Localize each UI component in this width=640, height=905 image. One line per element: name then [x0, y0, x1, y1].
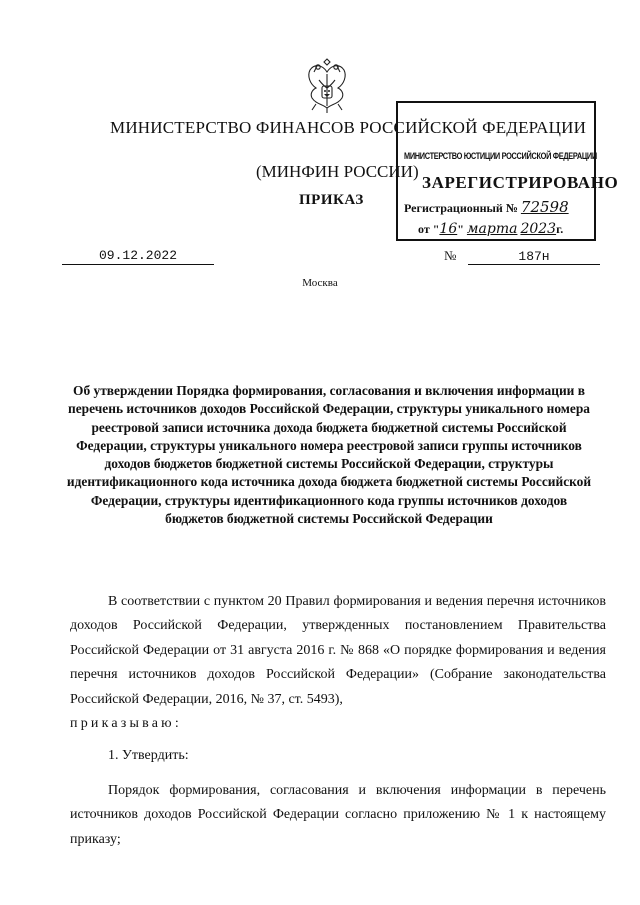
order-number-line [444, 248, 604, 265]
coat-of-arms-emblem [302, 58, 352, 114]
order-body [70, 590, 606, 852]
stamp-date-quote: " [457, 222, 464, 236]
city: Москва [302, 277, 338, 289]
ministry-name: МИНИСТЕРСТВО ФИНАНСОВ РОССИЙСКОЙ ФЕДЕРАЦИИ [110, 118, 587, 137]
stamp-date-year: 2023 [520, 221, 557, 237]
ministry-short-name: (МИНФИН РОССИИ) [256, 162, 419, 181]
item-1: 1. Утвердить: [108, 748, 189, 764]
preamble-paragraph: В соответствии с пунктом 20 Правил формирования и ведения перечня источников доходов Российской Федерации, утвержденных постановлением Правительства Российской Федерации от 31 августа 2016 г. № 868 «О порядке формирования и ведения перечня источников доходов Российской Федерации» (Собрание законодательства Российской Федерации, 2016, № 37, ст. 5493), [70, 594, 606, 707]
number-sign: № [444, 248, 457, 263]
stamp-date-day: 16 [439, 221, 458, 237]
order-number: 187н [468, 249, 600, 265]
stamp-date-line [418, 221, 563, 237]
item-1-paragraph: Порядок формирования, согласования и включения информации в перечень источников доходов Российской Федерации согласно приложению № 1 к настоящему приказу; [70, 782, 606, 847]
registration-stamp [396, 101, 619, 241]
stamp-registered: ЗАРЕГИСТРИРОВАНО [422, 173, 619, 192]
stamp-date-suffix: г. [556, 222, 564, 236]
stamp-ministry-line: МИНИСТЕРСТВО ЮСТИЦИИ РОССИЙСКОЙ ФЕДЕРАЦИИ [404, 151, 597, 161]
stamp-reg-label: Регистрационный № [404, 201, 518, 215]
stamp-reg-number: 72598 [520, 198, 569, 216]
order-date: 09.12.2022 [62, 248, 214, 265]
stamp-date-prefix: от " [418, 222, 440, 236]
document-type: ПРИКАЗ [299, 192, 364, 208]
stamp-date-month: марта [466, 221, 518, 237]
order-word: приказываю: [70, 716, 182, 732]
order-title: Об утверждении Порядка формирования, согласования и включения информации в перечень источников доходов Российской Федерации, структуры уникального номера реестровой записи источника дохода бюджета бюджетной системы Российской Федерации, структуры уникального номера реестровой записи группы источников доходов бюджетов бюджетной системы Российской Федерации, структуры идентификационного кода источника дохода бюджета бюджетной системы Российской Федерации, структуры идентификационного кода группы источников доходов бюджетов бюджетной системы Российской Федерации [66, 383, 592, 527]
stamp-reg-number-line [404, 198, 569, 216]
